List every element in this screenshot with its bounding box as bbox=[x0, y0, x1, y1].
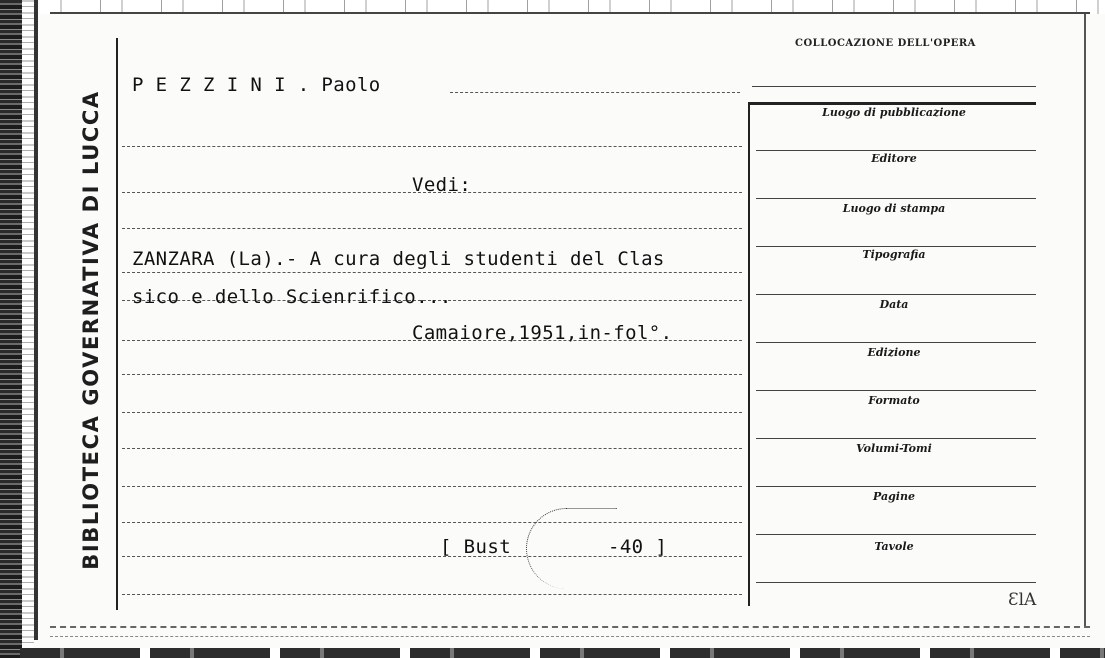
field-editore: Editore bbox=[871, 152, 917, 165]
ruled-line bbox=[122, 486, 742, 487]
ruled-line bbox=[122, 522, 742, 523]
field-rule bbox=[756, 390, 1036, 391]
author-heading: P E Z Z I N I . Paolo bbox=[132, 74, 381, 96]
shelfmark-left: [ Bust bbox=[440, 536, 512, 558]
ruled-line bbox=[450, 92, 740, 93]
location-rule bbox=[752, 86, 1036, 87]
card-bottom-border-secondary bbox=[50, 636, 1090, 637]
handwritten-mark: ƐlA bbox=[1008, 590, 1037, 610]
scan-edge-left-inner bbox=[22, 0, 34, 658]
library-name: BIBLIOTECA GOVERNATIVA DI LUCCA bbox=[79, 90, 103, 570]
card-bottom-border bbox=[50, 626, 1090, 628]
card-top-border bbox=[50, 12, 1090, 14]
scan-edge-left-line bbox=[34, 0, 38, 640]
column-divider bbox=[748, 102, 750, 606]
field-luogo-pubblicazione: Luogo di pubblicazione bbox=[822, 106, 966, 119]
field-rule bbox=[756, 150, 1036, 151]
field-luogo-stampa: Luogo di stampa bbox=[842, 202, 946, 215]
entry-line-2: sico e dello Scienrifico... bbox=[132, 286, 452, 308]
ruled-line bbox=[122, 594, 742, 595]
ruled-line bbox=[122, 448, 742, 449]
field-volumi-tomi: Volumi-Tomi bbox=[856, 442, 932, 455]
field-tipografia: Tipografia bbox=[862, 248, 926, 261]
scan-edge-bottom bbox=[20, 648, 1105, 658]
column-top-border bbox=[748, 102, 1036, 105]
field-rule bbox=[756, 486, 1036, 487]
field-data: Data bbox=[879, 298, 909, 311]
card-right-border bbox=[1084, 14, 1086, 626]
field-rule bbox=[756, 582, 1036, 583]
field-rule bbox=[756, 246, 1036, 247]
field-formato: Formato bbox=[868, 394, 920, 407]
ruled-line bbox=[122, 412, 742, 413]
field-pagine: Pagine bbox=[873, 490, 915, 503]
field-edizione: Edizione bbox=[867, 346, 921, 359]
field-rule bbox=[756, 438, 1036, 439]
field-rule bbox=[756, 534, 1036, 535]
ruled-line bbox=[122, 146, 742, 147]
location-header: COLLOCAZIONE DELL'OPERA bbox=[795, 38, 976, 49]
see-reference: Vedi: bbox=[412, 174, 472, 196]
entry-line-1: ZANZARA (La).- A cura degli studenti del Clas bbox=[132, 248, 665, 270]
field-rule bbox=[756, 198, 1036, 199]
ruled-line bbox=[122, 228, 742, 229]
field-tavole: Tavole bbox=[874, 540, 914, 553]
margin-line bbox=[116, 38, 118, 610]
shelfmark-right: -40 ] bbox=[608, 536, 668, 558]
field-rule bbox=[756, 342, 1036, 343]
imprint: Camaiore,1951,in-fol°. bbox=[412, 322, 673, 344]
ruled-line bbox=[122, 374, 742, 375]
ruled-line bbox=[122, 272, 742, 273]
scan-edge-left bbox=[0, 0, 22, 658]
stamp-arc bbox=[526, 508, 617, 589]
field-rule bbox=[756, 294, 1036, 295]
